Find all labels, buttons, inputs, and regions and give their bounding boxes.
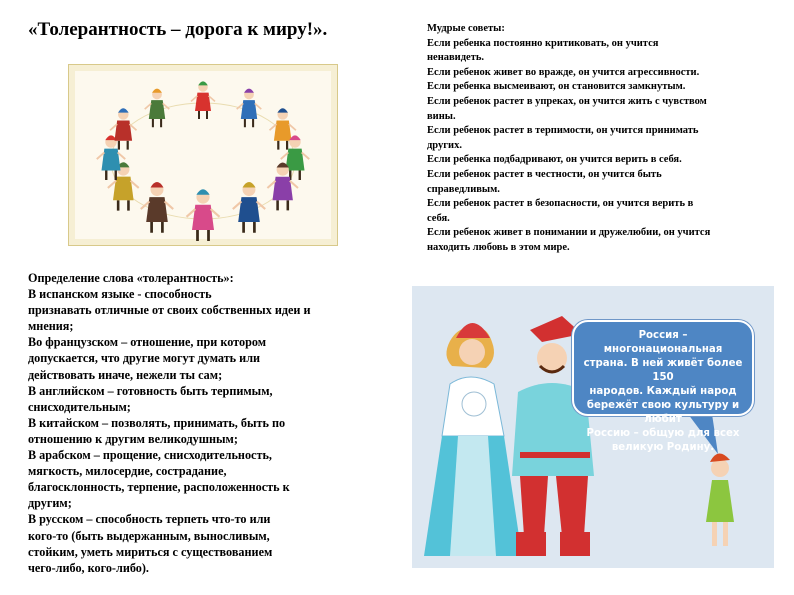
- definition-line: признавать отличные от своих собственных идеи и: [28, 303, 311, 318]
- children-round-dance-icon: [69, 65, 337, 245]
- round-dance-image: [68, 64, 338, 246]
- definition-line: действовать иначе, нежели ты сам;: [28, 367, 223, 382]
- definition-line: В китайском – позволять, принимать, быть по: [28, 415, 286, 430]
- definition-line: В русском – способность терпеть что-то или: [28, 512, 271, 527]
- advice-line: Если ребенка подбадривают, он учится верить в себя.: [427, 154, 682, 166]
- advice-line: Если ребенок растет в упреках, он учится жить с чувством: [427, 95, 707, 107]
- advice-line: Если ребенок растет в честности, он учится быть: [427, 168, 662, 180]
- definition-line: благосклонность, терпение, расположенность к: [28, 480, 290, 495]
- bubble-line: народов. Каждый народ: [589, 386, 737, 397]
- advice-line: Если ребенка высмеивают, он становится замкнутым.: [427, 81, 686, 93]
- bubble-line: бережёт свою культуру и любит: [586, 400, 740, 425]
- advice-line: Мудрые советы:: [427, 23, 505, 34]
- definition-line: снисходительным;: [28, 399, 131, 414]
- advice-line: находить любовь в этом мире.: [427, 241, 570, 253]
- speech-bubble: [572, 320, 754, 453]
- definition-line: мягкость, милосердие, сострадание,: [28, 464, 227, 479]
- dancing-child: [141, 182, 173, 233]
- dancing-child: [233, 182, 265, 233]
- bubble-line: Россию – общую для всех: [586, 428, 740, 439]
- advice-line: вины.: [427, 110, 456, 122]
- wise-advice-text: [427, 22, 757, 256]
- dancing-child: [187, 189, 220, 241]
- definition-line: Во французском – отношение, при котором: [28, 335, 267, 350]
- definition-line: стойким, уметь мириться с существованием: [28, 544, 273, 559]
- definition-line: В английском – готовность быть терпимым,: [28, 383, 273, 398]
- page-title: «Толерантность – дорога к миру!».: [28, 19, 328, 40]
- bubble-line: великую Родину.: [611, 442, 715, 453]
- definition-line: В арабском – прощение, снисходительность,: [28, 448, 272, 463]
- advice-line: Если ребенок растет в терпимости, он учится принимать: [427, 125, 699, 137]
- definition-line: отношению к другим великодушным;: [28, 431, 238, 446]
- advice-line: Если ребенка постоянно критиковать, он учится: [427, 37, 659, 49]
- definition-line: чего-либо, кого-либо).: [28, 560, 149, 575]
- definition-line: кого-то (быть выдержанным, выносливым,: [28, 528, 270, 543]
- definition-line: Определение слова «толерантность»:: [28, 271, 234, 285]
- advice-line: Если ребенок растет в безопасности, он учится верить в: [427, 198, 694, 210]
- bubble-line: страна. В ней живёт более 150: [583, 358, 743, 383]
- dancing-child: [191, 81, 215, 119]
- advice-line: Если ребенок живет в понимании и дружелюбии, он учится: [427, 227, 711, 239]
- definition-line: В испанском языке - способность: [28, 287, 212, 302]
- definition-line: другим;: [28, 496, 72, 511]
- advice-line: справедливым.: [427, 183, 500, 195]
- advice-line: себя.: [427, 212, 450, 224]
- bubble-line: Россия – многонациональная: [603, 330, 723, 355]
- definition-line: мнения;: [28, 319, 74, 334]
- tolerance-definition-text: [28, 270, 368, 576]
- advice-line: других.: [427, 139, 462, 151]
- advice-line: Если ребенок живет во вражде, он учится агрессивности.: [427, 66, 700, 78]
- advice-line: ненавидеть.: [427, 52, 485, 64]
- russia-illustration-panel: [412, 286, 774, 568]
- definition-line: допускается, что другие могут думать или: [28, 351, 261, 366]
